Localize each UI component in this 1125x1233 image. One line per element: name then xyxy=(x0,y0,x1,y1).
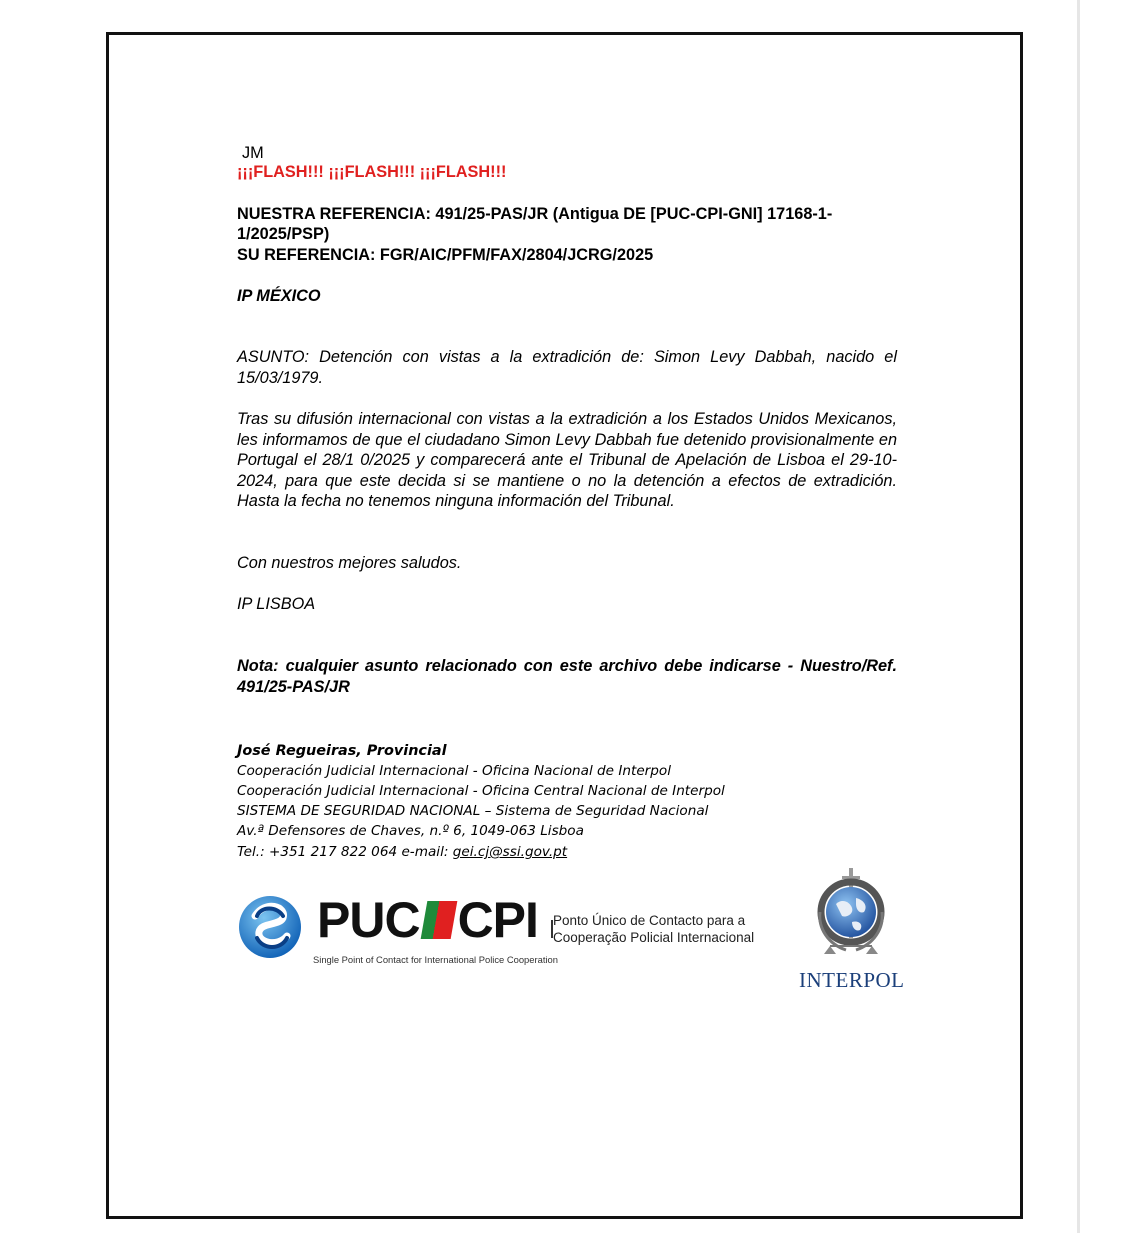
flash-heading: ¡¡¡FLASH!!! ¡¡¡FLASH!!! ¡¡¡FLASH!!! xyxy=(237,163,507,181)
puc-desc-line2: Cooperação Policial Internacional xyxy=(553,930,755,945)
puc-cpi-wordmark xyxy=(317,892,538,948)
recipient: IP MÉXICO xyxy=(237,287,321,305)
email-link[interactable]: gei.cj@ssi.gov.pt xyxy=(452,844,568,860)
scrollbar-edge xyxy=(1077,0,1080,1233)
your-reference: SU REFERENCIA: FGR/AIC/PFM/FAX/2804/JCRG/2025 xyxy=(237,246,654,264)
portugal-flag-icon xyxy=(420,901,457,939)
sender: IP LISBOA xyxy=(237,595,316,613)
puc-emblem-icon xyxy=(237,894,303,960)
puc-subtitle: Single Point of Contact for International Police Cooperation xyxy=(313,954,558,965)
our-reference-line1: NUESTRA REFERENCIA: 491/25-PAS/JR (Antigua DE [PUC-CPI-GNI] 17168-1- xyxy=(237,205,833,223)
signature-line3: SISTEMA DE SEGURIDAD NACIONAL – Sistema de Seguridad Nacional xyxy=(237,803,709,819)
subject-paragraph: ASUNTO: Detención con vistas a la extradición de: Simon Levy Dabbah, nacido el 15/03/1979. xyxy=(237,348,897,387)
our-reference-line2: 1/2025/PSP) xyxy=(237,225,330,243)
interpol-wordmark: INTERPOL xyxy=(799,968,905,992)
signature-name: José Regueiras, Provincial xyxy=(237,743,447,759)
tel-label: Tel.: +351 217 822 064 e-mail: xyxy=(237,844,449,860)
puc-desc-line1: Ponto Único de Contacto para a xyxy=(553,913,746,928)
signature-contact xyxy=(237,842,567,862)
signature-line2: Cooperación Judicial Internacional - Oficina Central Nacional de Interpol xyxy=(237,783,725,799)
initials: JM xyxy=(242,144,264,162)
puc-description xyxy=(553,912,754,946)
body-paragraph: Tras su difusión internacional con vistas a la extradición a los Estados Unidos Mexicanos, les informamos de que el ciudadano Simon Levy Dabbah fue detenido provisionalmente en Portugal el 28/1 0/2025 y comparecerá ante el Tribunal de Apelación de Lisboa el 29-10-2024, para que este decida si se mantiene o no la detención a efectos de extradición. Hasta la fecha no tenemos ninguna información del Tribunal. xyxy=(237,410,897,510)
signature-line4: Av.ª Defensores de Chaves, n.º 6, 1049-063 Lisboa xyxy=(237,823,584,839)
puc-word: PUC xyxy=(317,892,420,948)
puc-cpi-logo xyxy=(237,888,767,968)
signature-line1: Cooperación Judicial Internacional - Oficina Nacional de Interpol xyxy=(237,763,671,779)
interpol-emblem-icon xyxy=(806,866,896,962)
closing: Con nuestros mejores saludos. xyxy=(237,554,462,572)
note-paragraph: Nota: cualquier asunto relacionado con este archivo debe indicarse - Nuestro/Ref. 491/25-PAS/JR xyxy=(237,657,897,696)
cpi-word: CPI xyxy=(457,892,538,948)
